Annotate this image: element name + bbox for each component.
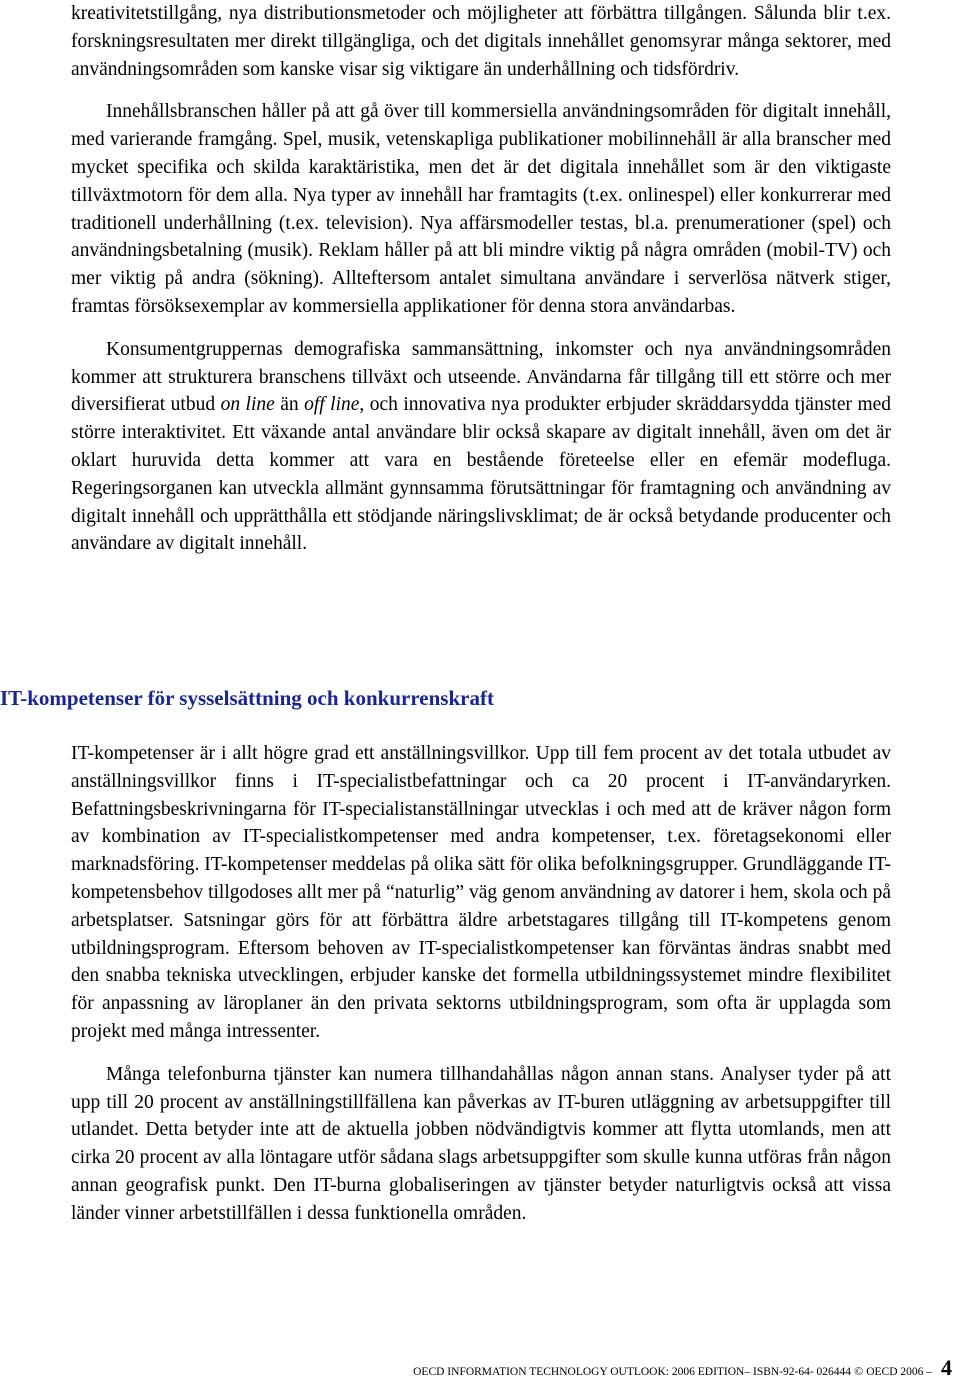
paragraph-4: IT-kompetenser är i allt högre grad ett anställningsvillkor. Upp till fem procent av det totala utbudet av anställningsvillkor finns i IT-specialistbefattningar och ca 20 procent i IT-användaryrken. Befattningsbeskrivningarna för IT-specialistanställningar utvecklas i och med att de kräver någon form av kombination av IT-specialistkompetenser med andra kompetenser, t.ex. företagsekonomi eller marknadsföring. IT-kompetenser meddelas på olika sätt för olika befolkningsgrupper. Grundläggande IT-kompetensbehov tillgodoses allt mer på “naturlig” väg genom användning av datorer i hem, skola och på arbetsplatser. Satsningar görs för att förbättra äldre arbetstagares tillgång till IT-kompetens genom utbildningsprogram. Eftersom behoven av IT-specialistkompetenser kan förväntas ändras snabbt med den snabba tekniska utvecklingen, erbjuder kanske det formella utbildningssystemet mindre flexibilitet för anpassning av läroplaner än den privata sektorns utbildningsprogram, som ofta är upplagda som projekt med många intressenter.	[71, 743, 891, 1042]
section-heading: IT-kompetenser för sysselsättning och konkurrenskraft	[0, 686, 494, 710]
paragraph-3-text-b: än	[274, 394, 305, 416]
document-body	[71, 0, 891, 558]
paragraph-3-text-a: Konsumentgruppernas demografiska sammansättning, inkomster och nya användningsområden kommer att strukturera branschens tillväxt och utseende. Användarna får tillgång till ett större och mer diversifierat utbud	[71, 338, 891, 416]
paragraph-3	[71, 336, 891, 558]
on-line-emphasis: on line	[220, 394, 275, 416]
page-footer	[413, 1355, 952, 1381]
copyright-icon: ©	[854, 1364, 864, 1378]
paragraph-2: Innehållsbranschen håller på att gå över till kommersiella användningsområden för digitalt innehåll, med varierande framgång. Spel, musik, vetenskapliga publikationer mobilinnehåll är alla branscher med mycket specifika och skilda karaktäristika, men det är det digitala innehållet som är den viktigaste tillväxtmotorn för dem alla. Nya typer av innehåll har framtagits (t.ex. onlinespel) eller konkurrerar med traditionell underhållning (t.ex. television). Nya affärsmodeller testas, bl.a. prenumerationer (spel) och användningsbetalning (musik). Reklam håller på att bli mindre viktig på några områden (mobil-TV) och mer viktig på andra (sökning). Allteftersom antalet simultana användare i serverlösa nätverk stiger, framtas försöksexemplar av kommersiella applikationer för denna stora användarbas.	[71, 101, 891, 317]
off-line-emphasis: off line	[304, 394, 360, 416]
paragraph-1: kreativitetstillgång, nya distributionsmetoder och möjligheter att förbättra tillgången. Sålunda blir t.ex. forskningsresultaten mer direkt tillgängliga, och det digitals innehållet genomsyrar många sektorer, med användningsområden som kanske visar sig viktigare än underhållning och tidsfördriv.	[71, 3, 891, 80]
paragraph-5: Många telefonburna tjänster kan numera tillhandahållas någon annan stans. Analyser tyder på att upp till 20 procent av anställningstillfällena kan påverkas av IT-buren utläggning av arbetsuppgifter till utlandet. Detta betyder inte att de aktuella jobben nödvändigtvis kommer att flytta utomlands, men att cirka 20 procent av alla löntagare utför sådana slags arbetsuppgifter som skulle kunna utföras från någon annan geografisk punkt. Den IT-burna globaliseringen av tjänster betyder naturligtvis också att vissa länder vinner arbetstillfällen i dessa funktionella områden.	[71, 1063, 891, 1224]
section-2-body	[71, 740, 891, 1228]
footer-title: OECD INFORMATION TECHNOLOGY OUTLOOK: 2006 EDITION– ISBN-92-64- 026444	[413, 1366, 852, 1378]
footer-publisher: OECD 2006 –	[866, 1366, 932, 1378]
paragraph-3-text-c: , och innovativa nya produkter erbjuder skräddarsydda tjänster med större interaktivitet. Ett växande antal användare blir också skapare av digitalt innehåll, även om det är oklart huruvida detta kommer att vara en bestående företeelse eller en efemär modefluga. Regeringsorganen kan utveckla allmänt gynnsamma förutsättningar för framtagning och användning av digitalt innehåll och upprätthålla ett stödjande näringslivsklimat; de är också betydande producenter och användare av digitalt innehåll.	[71, 394, 892, 555]
page-number: 4	[941, 1355, 952, 1380]
